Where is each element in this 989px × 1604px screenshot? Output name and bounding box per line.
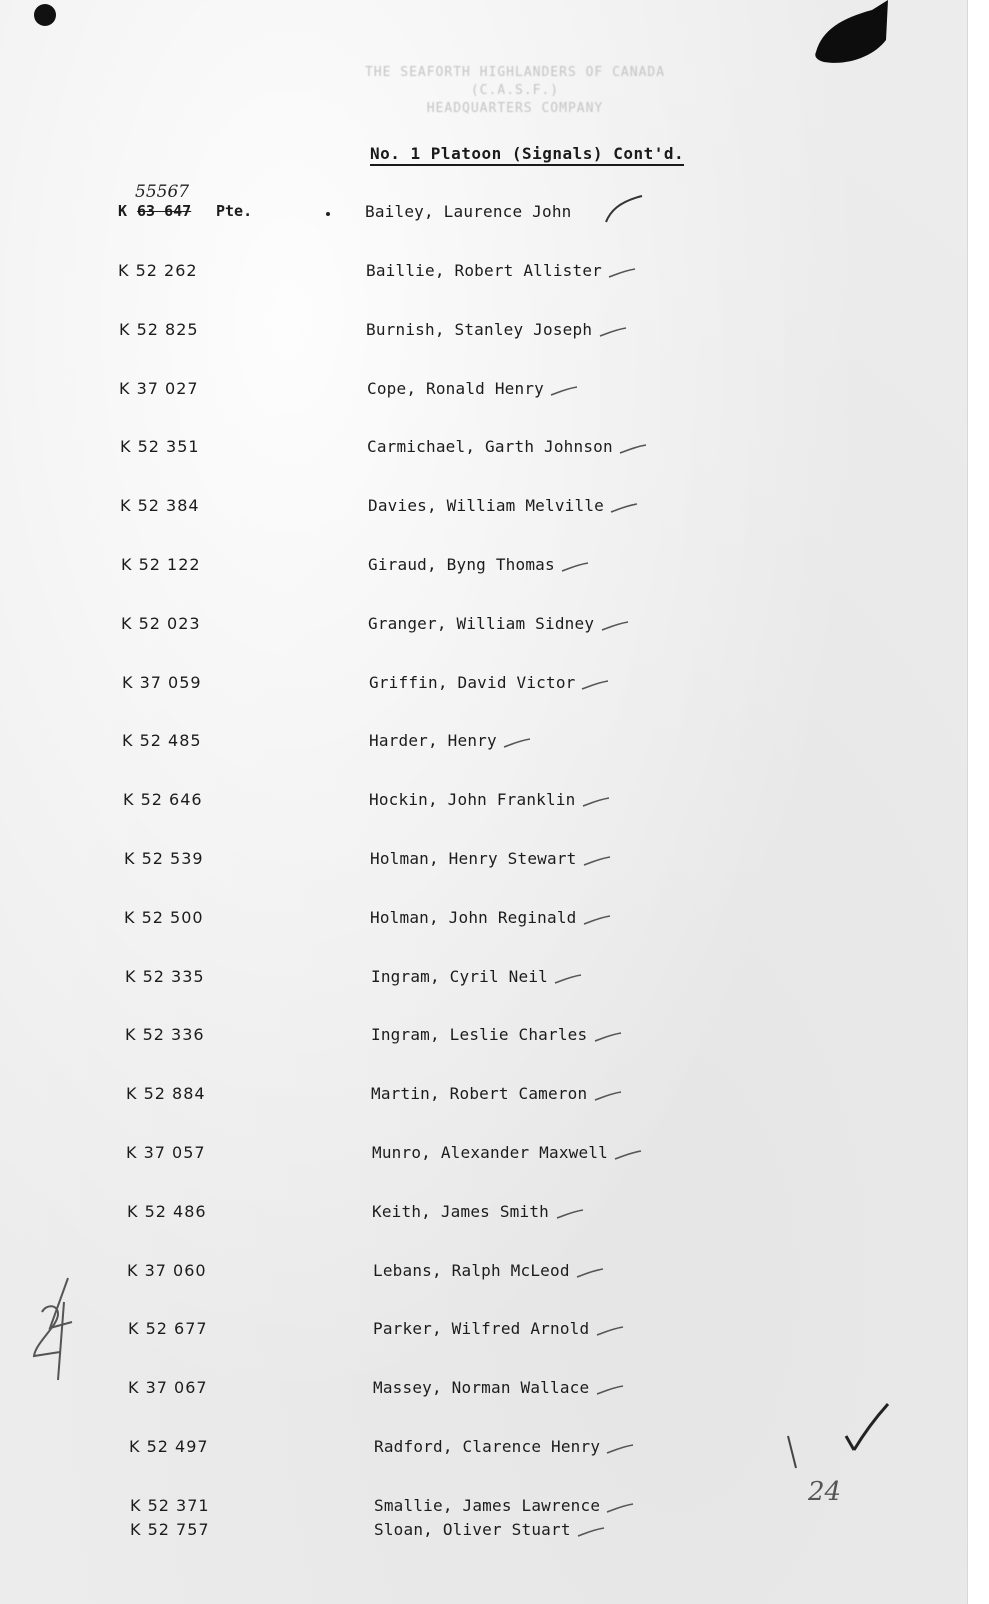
roster-row (0, 437, 967, 459)
soldier-name: Lebans, Ralph McLeod (373, 1261, 570, 1280)
service-number: K 52 023 (121, 614, 201, 633)
roster-row (0, 790, 967, 812)
service-number: K 37 027 (119, 379, 199, 398)
roster-row (0, 1261, 967, 1283)
service-number: K 37 067 (128, 1378, 208, 1397)
roster-row (0, 1084, 967, 1106)
roster-row (0, 673, 967, 695)
section-title: No. 1 Platoon (Signals) Cont'd. (370, 144, 684, 166)
soldier-name: Munro, Alexander Maxwell (372, 1143, 608, 1162)
roster-row (0, 496, 967, 518)
check-mark (502, 733, 532, 753)
check-mark (609, 498, 639, 518)
check-mark (555, 1204, 585, 1224)
roster-row (0, 202, 967, 224)
soldier-name: Bailey, Laurence John (365, 202, 572, 221)
soldier-name: Burnish, Stanley Joseph (366, 320, 593, 339)
service-number: K 52 825 (119, 320, 199, 339)
soldier-name: Ingram, Cyril Neil (371, 967, 548, 986)
soldier-name: Davies, William Melville (368, 496, 604, 515)
roster-row (0, 1143, 967, 1165)
soldier-name: Baillie, Robert Allister (366, 261, 602, 280)
soldier-name: Keith, James Smith (372, 1202, 549, 1221)
check-mark (582, 851, 612, 871)
soldier-name: Carmichael, Garth Johnson (367, 437, 613, 456)
roster-row (0, 849, 967, 871)
roster-row (0, 320, 967, 342)
check-mark (553, 969, 583, 989)
service-number: K 37 059 (122, 673, 202, 692)
service-number: K 52 884 (126, 1084, 206, 1103)
check-mark (582, 910, 612, 930)
soldier-name: Giraud, Byng Thomas (368, 555, 555, 574)
service-number: K 52 486 (127, 1202, 207, 1221)
soldier-name: Holman, Henry Stewart (370, 849, 577, 868)
roster-row (0, 1378, 967, 1400)
soldier-name: Massey, Norman Wallace (373, 1378, 590, 1397)
check-mark (595, 1380, 625, 1400)
roster-row (0, 908, 967, 930)
soldier-name: Ingram, Leslie Charles (371, 1025, 588, 1044)
check-mark (618, 439, 648, 459)
margin-handwriting (28, 1272, 78, 1382)
check-mark (580, 675, 610, 695)
header-line: HEADQUARTERS COMPANY (426, 101, 604, 116)
service-number: K 52 336 (125, 1025, 205, 1044)
service-number: K 52 351 (120, 437, 200, 456)
service-number: K 52 371 (130, 1496, 210, 1515)
check-mark (549, 381, 579, 401)
roster-row (0, 379, 967, 401)
check-mark (605, 1498, 635, 1518)
soldier-name: Hockin, John Franklin (369, 790, 576, 809)
check-mark (604, 194, 644, 224)
roster-row (0, 967, 967, 989)
check-mark (576, 1522, 606, 1542)
page-edge (967, 0, 989, 1604)
service-number: K 37 057 (126, 1143, 206, 1162)
soldier-name: Cope, Ronald Henry (367, 379, 544, 398)
roster-row (0, 1319, 967, 1341)
soldier-name: Harder, Henry (369, 731, 497, 750)
check-mark (575, 1263, 605, 1283)
number-prefix: K (118, 202, 128, 220)
roster-row (0, 1025, 967, 1047)
service-number: K 52 539 (124, 849, 204, 868)
service-number: K 52 500 (124, 908, 204, 927)
service-number: K 52 677 (128, 1319, 208, 1338)
service-number: K 52 122 (121, 555, 201, 574)
soldier-name: Griffin, David Victor (369, 673, 576, 692)
check-mark (598, 322, 628, 342)
soldier-name: Martin, Robert Cameron (371, 1084, 588, 1103)
service-number: K 52 497 (129, 1437, 209, 1456)
service-number: K 37 060 (127, 1261, 207, 1280)
service-number: K 52 757 (130, 1520, 210, 1539)
check-mark (607, 263, 637, 283)
check-mark (581, 792, 611, 812)
check-mark (595, 1321, 625, 1341)
margin-annotation-left: 24 (28, 1272, 30, 1273)
roster-row (0, 1520, 967, 1542)
service-number: K 52 384 (120, 496, 200, 515)
check-mark (560, 557, 590, 577)
punch-hole (34, 4, 56, 26)
soldier-name: Parker, Wilfred Arnold (373, 1319, 590, 1338)
soldier-name: Sloan, Oliver Stuart (374, 1520, 571, 1539)
ink-blot (812, 0, 892, 64)
check-mark (605, 1439, 635, 1459)
struck-number: 63 647 (137, 202, 192, 220)
header-line: (C.A.S.F.) (470, 83, 560, 98)
document-header (330, 64, 700, 118)
soldier-name: Granger, William Sidney (368, 614, 595, 633)
roster-row (0, 261, 967, 283)
soldier-name: Radford, Clarence Henry (374, 1437, 601, 1456)
handwritten-number: 55567 (135, 182, 190, 202)
service-number: K 52 485 (122, 731, 202, 750)
soldier-name: Smallie, James Lawrence (374, 1496, 601, 1515)
service-number: K 52 262 (118, 261, 198, 280)
margin-annotation-right: 24 (808, 1477, 842, 1507)
rank-label: Pte. (216, 202, 253, 220)
service-number: K 52 335 (125, 967, 205, 986)
roster-row (0, 614, 967, 636)
check-mark (593, 1086, 623, 1106)
check-mark (600, 616, 630, 636)
dot-mark (326, 212, 330, 216)
soldier-name: Holman, John Reginald (370, 908, 577, 927)
roster-row (0, 731, 967, 753)
header-line: THE SEAFORTH HIGHLANDERS OF CANADA (364, 65, 666, 80)
roster-row (0, 1202, 967, 1224)
check-mark (613, 1145, 643, 1165)
roster-row (0, 555, 967, 577)
check-mark (593, 1027, 623, 1047)
service-number: K 52 646 (123, 790, 203, 809)
bottom-right-handwriting (784, 1400, 894, 1510)
